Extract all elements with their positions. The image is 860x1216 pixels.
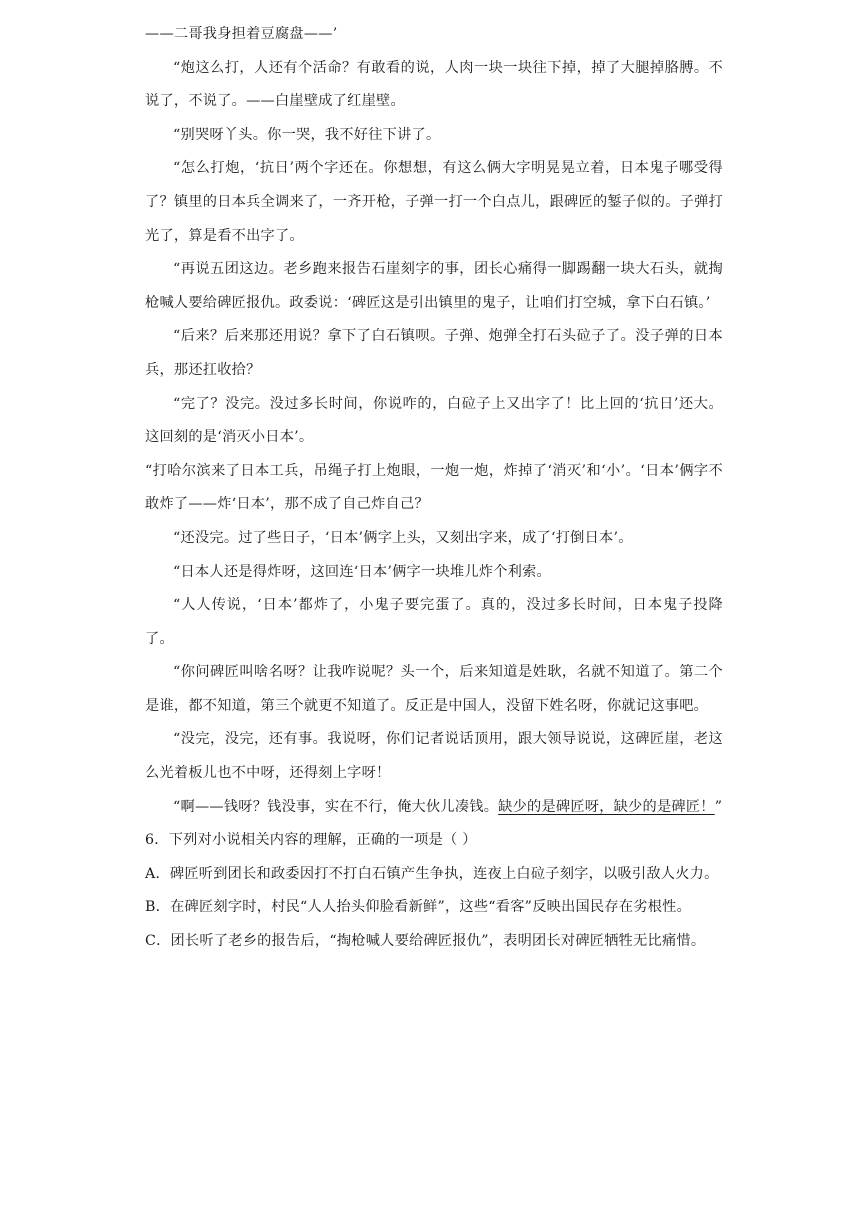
option-a: A．碑匠听到团长和政委因打不打白石镇产生争执，连夜上白砬子刻字，以吸引敌人火力。 — [145, 865, 719, 882]
passage-last-paragraph — [145, 791, 723, 825]
text-column — [145, 18, 723, 959]
passage-paragraph: “再说五团这边。老乡跑来报告石崖刻字的事，团长心痛得一脚踢翻一块大石头，就掏枪喊人要给碑匠报仇。政委说：‘碑匠这是引出镇里的鬼子，让咱们打空城，拿下白石镇。’ — [145, 261, 723, 311]
passage-paragraph: “后来？后来那还用说？拿下了白石镇呗。子弹、炮弹全打石头砬子了。没子弹的日本兵，那还扛收拾？ — [145, 328, 723, 378]
passage-paragraph: “没完，没完，还有事。我说呀，你们记者说话顶用，跟大领导说说，这碑匠崖，老这么光着板儿也不中呀，还得刻上字呀！ — [145, 731, 723, 782]
passage — [145, 18, 723, 824]
passage-paragraph: ——二哥我身担着豆腐盘——’ — [145, 26, 338, 42]
passage-paragraph: “怎么打炮，‘抗日’两个字还在。你想想，有这么俩大字明晃晃立着，日本鬼子哪受得了？镇里的日本兵全调来了，一齐开枪，子弹一打一个白点儿，跟碑匠的錾子似的。子弹打光了，算是看不出字了。 — [145, 160, 723, 244]
passage-paragraph: “打哈尔滨来了日本工兵，吊绳子打上炮眼，一炮一炮，炸掉了‘消灭’和‘小’。‘日本’俩字不敢炸了——炸‘日本’，那不成了自己炸自己？ — [145, 462, 723, 513]
question-block — [145, 824, 723, 958]
passage-paragraph: “别哭呀丫头。你一哭，我不好往下讲了。 — [173, 126, 441, 143]
passage-paragraph: “炮这么打，人还有个活命？有敢看的说，人肉一块一块往下掉，掉了大腿掉胳膊。不说了，不说了。——白崖壁成了红崖壁。 — [145, 59, 723, 110]
option-c: C．团长听了老乡的报告后，“掏枪喊人要给碑匠报仇”，表明团长对碑匠牺牲无比痛惜。 — [145, 933, 706, 950]
last-paragraph-text: “啊——钱呀？钱没事，实在不行，俺大伙儿凑钱。 — [173, 798, 499, 815]
passage-paragraph: “你问碑匠叫啥名呀？让我咋说呢？头一个，后来知道是姓耿，名就不知道了。第二个是谁，都不知道，第三个就更不知道了。反正是中国人，没留下姓名呀，你就记这事吧。 — [145, 664, 723, 714]
passage-paragraph: “完了？没完。没过多长时间，你说咋的，白砬子上又出字了！比上回的‘抗日’还大。这回刻的是‘消灭小日本’。 — [145, 395, 723, 446]
passage-paragraph: “日本人还是得炸呀，这回连‘日本’俩字一块堆儿炸个利索。 — [173, 563, 551, 580]
question-stem: 6．下列对小说相关内容的理解，正确的一项是（ ） — [145, 832, 477, 849]
closing-quote: ” — [714, 798, 723, 815]
underlined-sentence: 缺少的是碑匠呀，缺少的是碑匠！ — [498, 798, 715, 815]
passage-paragraph: “人人传说，‘日本’都炸了，小鬼子要完蛋了。真的，没过多长时间，日本鬼子投降了。 — [145, 597, 723, 647]
option-b: B．在碑匠刻字时，村民“人人抬头仰脸看新鲜”，这些“看客”反映出国民存在劣根性。 — [145, 899, 692, 916]
passage-paragraph: “还没完。过了些日子，‘日本’俩字上头，又刻出字来，成了‘打倒日本’。 — [173, 529, 633, 546]
